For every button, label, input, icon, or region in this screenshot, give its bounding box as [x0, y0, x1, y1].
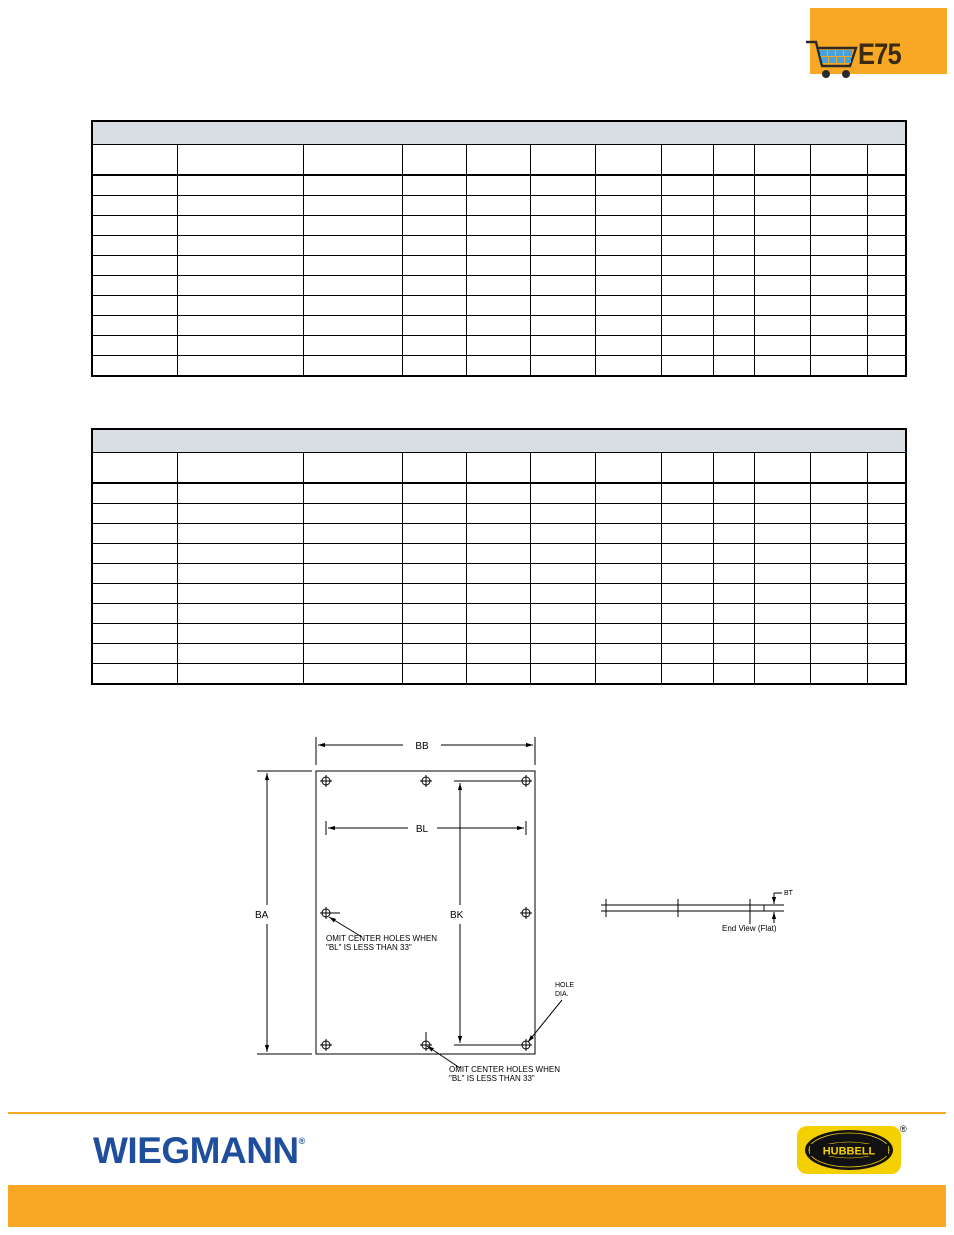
hole-icon [320, 1039, 332, 1051]
note-bottom-line2: "BL" IS LESS THAN 33" [449, 1074, 535, 1083]
dim-bl-label: BL [415, 824, 429, 835]
hole-icon [520, 1039, 532, 1051]
footer-divider [8, 1112, 946, 1114]
hole-icon [320, 775, 332, 787]
catalog-code: E75 [858, 38, 901, 71]
hole-dia-line2: DIA. [555, 991, 569, 998]
partner-registered-mark: ® [900, 1124, 907, 1134]
note-center-line2: "BL" IS LESS THAN 33" [326, 943, 412, 952]
dim-bk-label: BK [450, 910, 464, 921]
note-center-line1: OMIT CENTER HOLES WHEN [326, 934, 437, 943]
dim-bt-label: BT [784, 890, 793, 897]
hole-icon [520, 775, 532, 787]
hole-dia-line1: HOLE [555, 982, 575, 989]
hole-icon [520, 907, 532, 919]
note-bottom-line1: OMIT CENTER HOLES WHEN [449, 1065, 560, 1074]
hubbell-logo [797, 1126, 901, 1174]
brand-name: WIEGMANN [93, 1130, 299, 1171]
end-view-label: End View (Flat) [722, 924, 777, 933]
panel-outline [316, 771, 535, 1054]
hole-icon [420, 775, 432, 787]
wiegmann-logo [93, 1130, 305, 1172]
mounting-holes [320, 775, 532, 1051]
partner-name: HUBBELL [822, 1145, 876, 1158]
brand-registered-mark: ® [298, 1136, 305, 1146]
dim-bb-label: BB [415, 741, 429, 752]
footer-bar [8, 1185, 946, 1227]
dim-ba-label: BA [255, 910, 269, 921]
